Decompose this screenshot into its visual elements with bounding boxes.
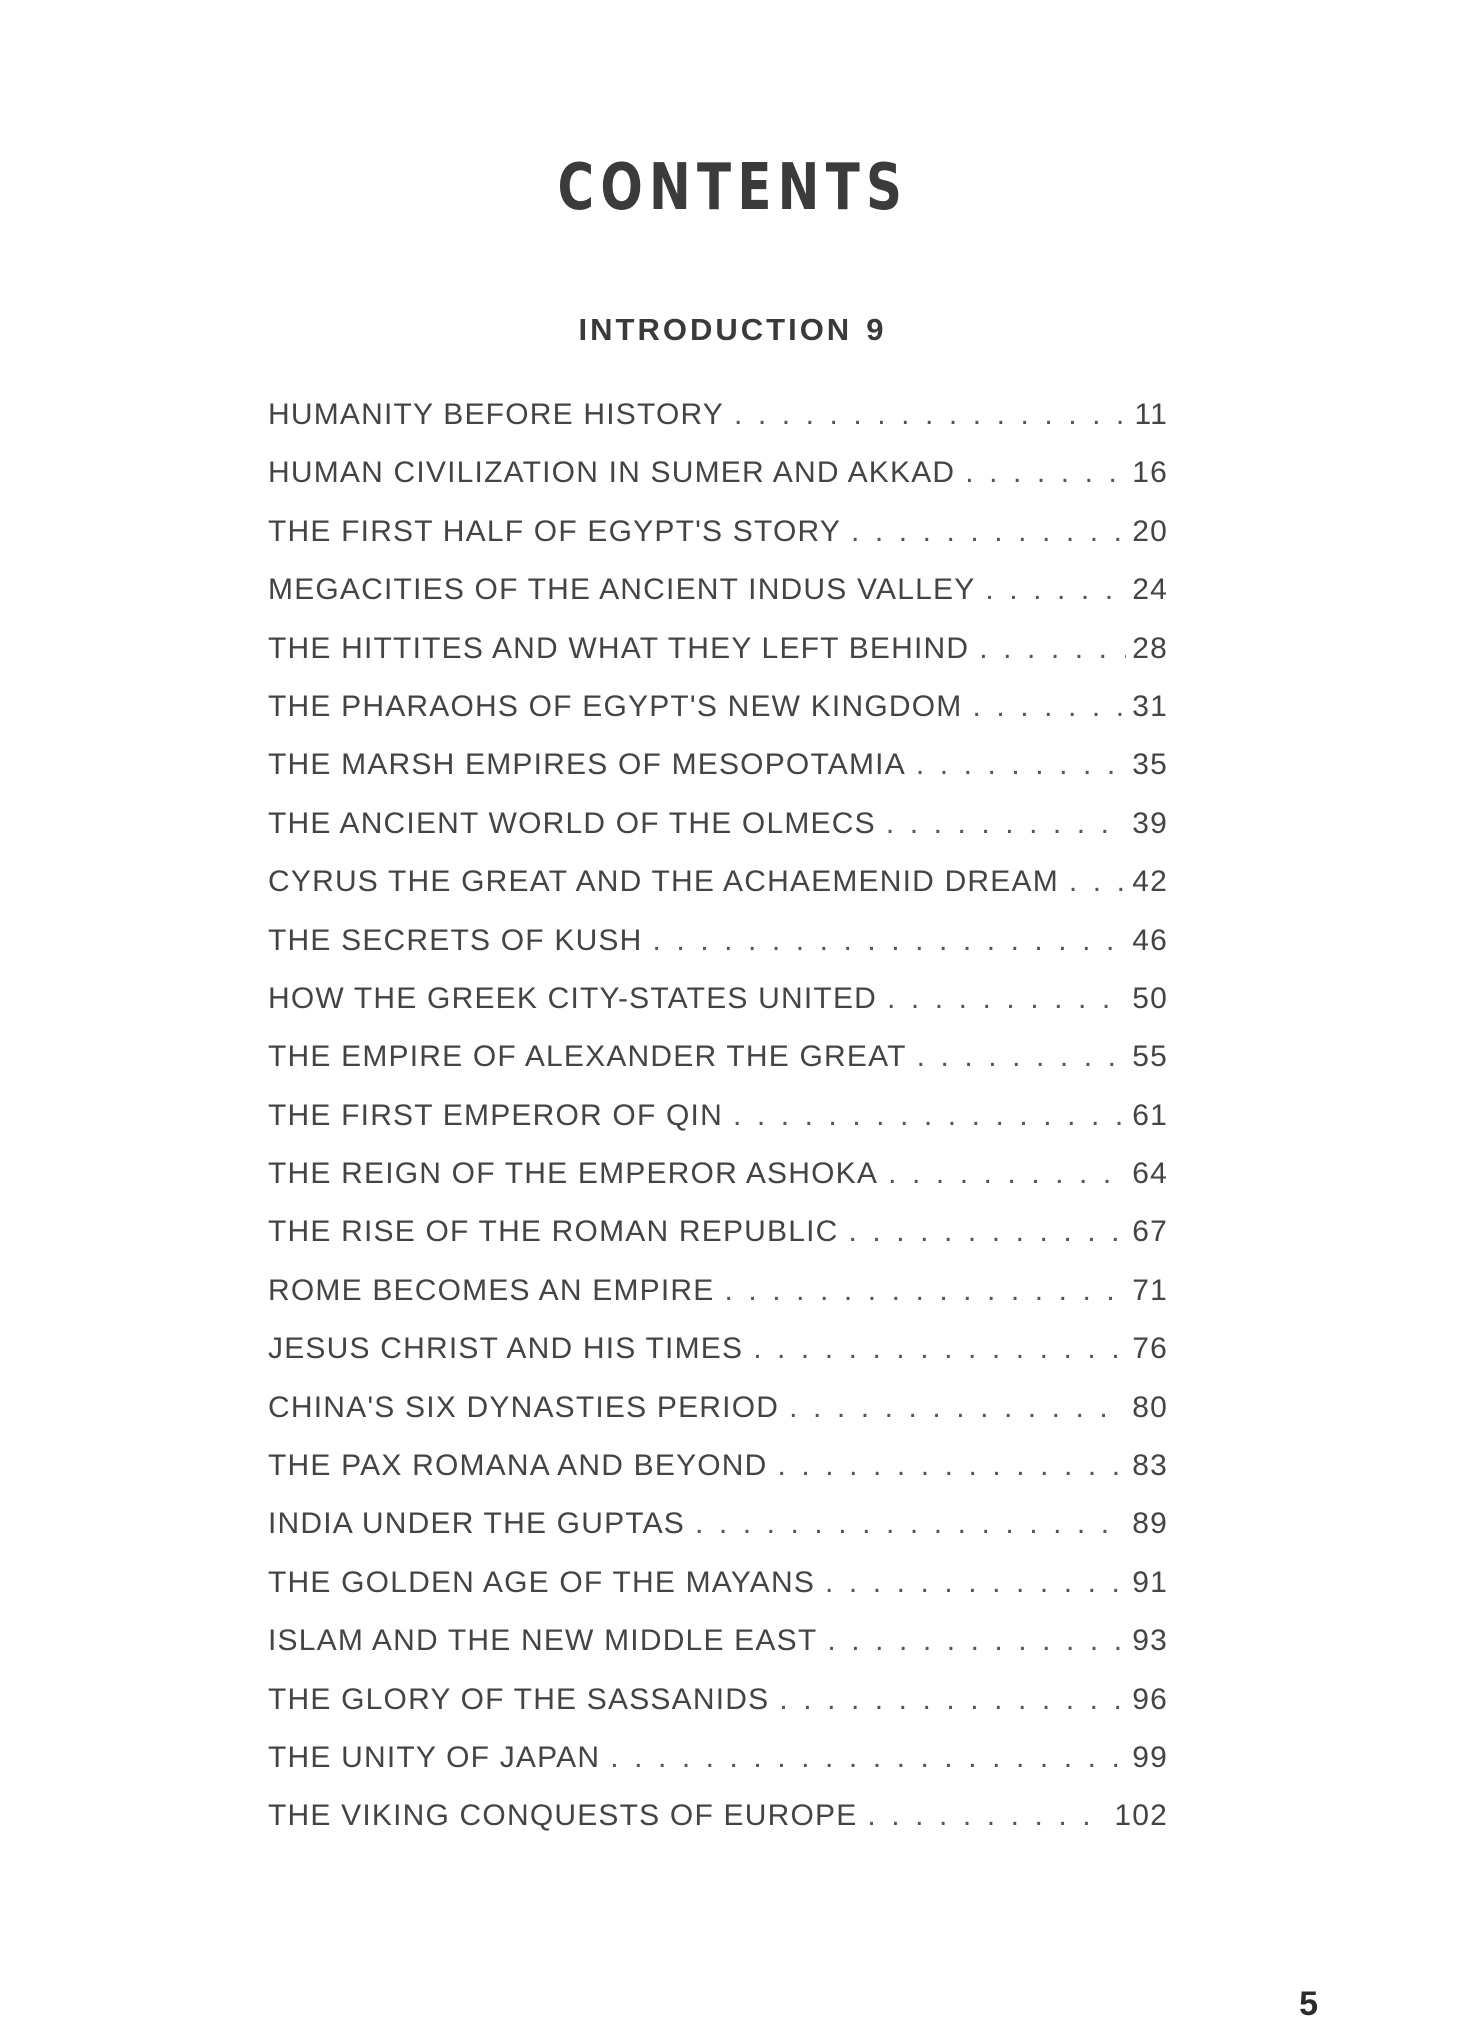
table-of-contents xyxy=(268,398,1168,1858)
dot-leader xyxy=(653,924,1127,958)
toc-entry-title: HUMANITY BEFORE HISTORY xyxy=(268,398,725,431)
page-title: CONTENTS xyxy=(557,150,909,225)
toc-entry xyxy=(268,1099,1168,1157)
toc-entry-page: 64 xyxy=(1132,1157,1168,1191)
toc-entry-title: THE GLORY OF THE SASSANIDS xyxy=(268,1682,770,1716)
toc-entry-page: 67 xyxy=(1132,1215,1168,1249)
toc-entry-title: THE REIGN OF THE EMPEROR ASHOKA xyxy=(268,1157,879,1191)
toc-entry-page: 20 xyxy=(1132,514,1168,548)
dot-leader xyxy=(979,632,1126,666)
toc-entry-page: 96 xyxy=(1132,1682,1168,1716)
toc-entry-page: 91 xyxy=(1132,1565,1168,1599)
toc-entry-page: 35 xyxy=(1132,748,1168,782)
dot-leader xyxy=(886,807,1126,841)
toc-entry-page: 89 xyxy=(1132,1507,1168,1541)
toc-entry-title: THE RISE OF THE ROMAN REPUBLIC xyxy=(268,1215,839,1249)
dot-leader xyxy=(851,515,1126,549)
toc-entry-title: ISLAM AND THE NEW MIDDLE EAST xyxy=(268,1624,818,1658)
dot-leader xyxy=(917,1040,1127,1074)
toc-entry xyxy=(268,865,1168,923)
toc-entry xyxy=(268,1157,1168,1215)
dot-leader xyxy=(778,1449,1127,1483)
toc-entry-title: CYRUS THE GREAT AND THE ACHAEMENID DREAM xyxy=(268,865,1059,899)
dot-leader xyxy=(724,1274,1126,1308)
toc-entry-title: JESUS CHRIST AND HIS TIMES xyxy=(268,1332,744,1366)
toc-entry-page: 46 xyxy=(1132,923,1168,957)
dot-leader xyxy=(695,1507,1126,1541)
dot-leader xyxy=(965,456,1126,490)
dot-leader xyxy=(734,398,1128,432)
toc-entry xyxy=(268,573,1168,631)
toc-entry xyxy=(268,1391,1168,1449)
toc-entry-title: THE PAX ROMANA AND BEYOND xyxy=(268,1449,768,1483)
dot-leader xyxy=(825,1566,1126,1600)
toc-entry xyxy=(268,982,1168,1040)
toc-entry xyxy=(268,1566,1168,1624)
toc-entry-title: THE MARSH EMPIRES OF MESOPOTAMIA xyxy=(268,748,906,782)
toc-entry xyxy=(268,924,1168,982)
toc-entry xyxy=(268,1040,1168,1098)
dot-leader xyxy=(733,1099,1126,1133)
toc-entry xyxy=(268,1274,1168,1332)
toc-entry xyxy=(268,807,1168,865)
introduction-label: INTRODUCTION xyxy=(578,312,853,347)
dot-leader xyxy=(1069,865,1126,899)
toc-entry xyxy=(268,1741,1168,1799)
toc-entry xyxy=(268,1449,1168,1507)
toc-entry-page: 50 xyxy=(1132,981,1168,1015)
dot-leader xyxy=(887,982,1126,1016)
toc-entry xyxy=(268,1624,1168,1682)
dot-leader xyxy=(753,1332,1126,1366)
toc-entry-title: THE HITTITES AND WHAT THEY LEFT BEHIND xyxy=(268,631,970,665)
toc-entry xyxy=(268,748,1168,806)
toc-entry-page: 55 xyxy=(1132,1040,1168,1074)
toc-entry-page: 83 xyxy=(1132,1449,1168,1483)
toc-entry-page: 16 xyxy=(1132,456,1168,490)
toc-entry-title: THE ANCIENT WORLD OF THE OLMECS xyxy=(268,806,876,840)
toc-entry-title: THE FIRST EMPEROR OF QIN xyxy=(268,1098,723,1132)
toc-entry-page: 39 xyxy=(1132,806,1168,840)
dot-leader xyxy=(888,1157,1126,1191)
toc-entry-page: 24 xyxy=(1132,573,1168,607)
toc-entry-page: 61 xyxy=(1132,1098,1168,1132)
toc-entry-page: 76 xyxy=(1132,1332,1168,1366)
toc-entry-page: 28 xyxy=(1132,631,1168,665)
toc-entry-page: 102 xyxy=(1114,1799,1168,1833)
dot-leader xyxy=(849,1215,1127,1249)
dot-leader xyxy=(827,1624,1126,1658)
page-number: 5 xyxy=(1299,1985,1318,2023)
toc-entry xyxy=(268,456,1168,514)
toc-entry xyxy=(268,690,1168,748)
toc-entry-title: HUMAN CIVILIZATION IN SUMER AND AKKAD xyxy=(268,456,956,490)
toc-entry-title: THE VIKING CONQUESTS OF EUROPE xyxy=(268,1799,858,1833)
toc-entry-title: ROME BECOMES AN EMPIRE xyxy=(268,1273,715,1307)
toc-entry xyxy=(268,1799,1168,1857)
toc-entry-title: THE PHARAOHS OF EGYPT'S NEW KINGDOM xyxy=(268,689,963,723)
toc-entry-title: CHINA'S SIX DYNASTIES PERIOD xyxy=(268,1390,780,1424)
dot-leader xyxy=(972,690,1126,724)
toc-entry-page: 42 xyxy=(1132,865,1168,899)
toc-entry-page: 71 xyxy=(1132,1273,1168,1307)
toc-entry-title: HOW THE GREEK CITY-STATES UNITED xyxy=(268,981,878,1015)
toc-entry-page: 11 xyxy=(1134,398,1168,431)
toc-entry-page: 93 xyxy=(1132,1624,1168,1658)
toc-entry-title: INDIA UNDER THE GUPTAS xyxy=(268,1507,686,1541)
toc-entry xyxy=(268,515,1168,573)
toc-entry-title: MEGACITIES OF THE ANCIENT INDUS VALLEY xyxy=(268,573,976,607)
toc-entry-title: THE SECRETS OF KUSH xyxy=(268,923,643,957)
toc-entry xyxy=(268,1683,1168,1741)
toc-entry xyxy=(268,632,1168,690)
toc-entry-page: 31 xyxy=(1132,689,1168,723)
toc-entry-title: THE EMPIRE OF ALEXANDER THE GREAT xyxy=(268,1040,907,1074)
toc-entry xyxy=(268,1332,1168,1390)
dot-leader xyxy=(779,1683,1126,1717)
toc-entry-title: THE FIRST HALF OF EGYPT'S STORY xyxy=(268,514,842,548)
toc-entry-page: 80 xyxy=(1132,1390,1168,1424)
introduction-heading xyxy=(0,312,1465,348)
dot-leader xyxy=(916,748,1126,782)
toc-entry-page: 99 xyxy=(1132,1740,1168,1774)
dot-leader xyxy=(867,1799,1108,1833)
toc-entry-title: THE UNITY OF JAPAN xyxy=(268,1740,601,1774)
toc-entry-title: THE GOLDEN AGE OF THE MAYANS xyxy=(268,1565,816,1599)
introduction-page-number: 9 xyxy=(866,312,887,347)
toc-entry xyxy=(268,1507,1168,1565)
toc-entry xyxy=(268,1215,1168,1273)
dot-leader xyxy=(610,1741,1126,1775)
toc-entry xyxy=(268,398,1168,456)
dot-leader xyxy=(985,573,1126,607)
dot-leader xyxy=(789,1391,1126,1425)
